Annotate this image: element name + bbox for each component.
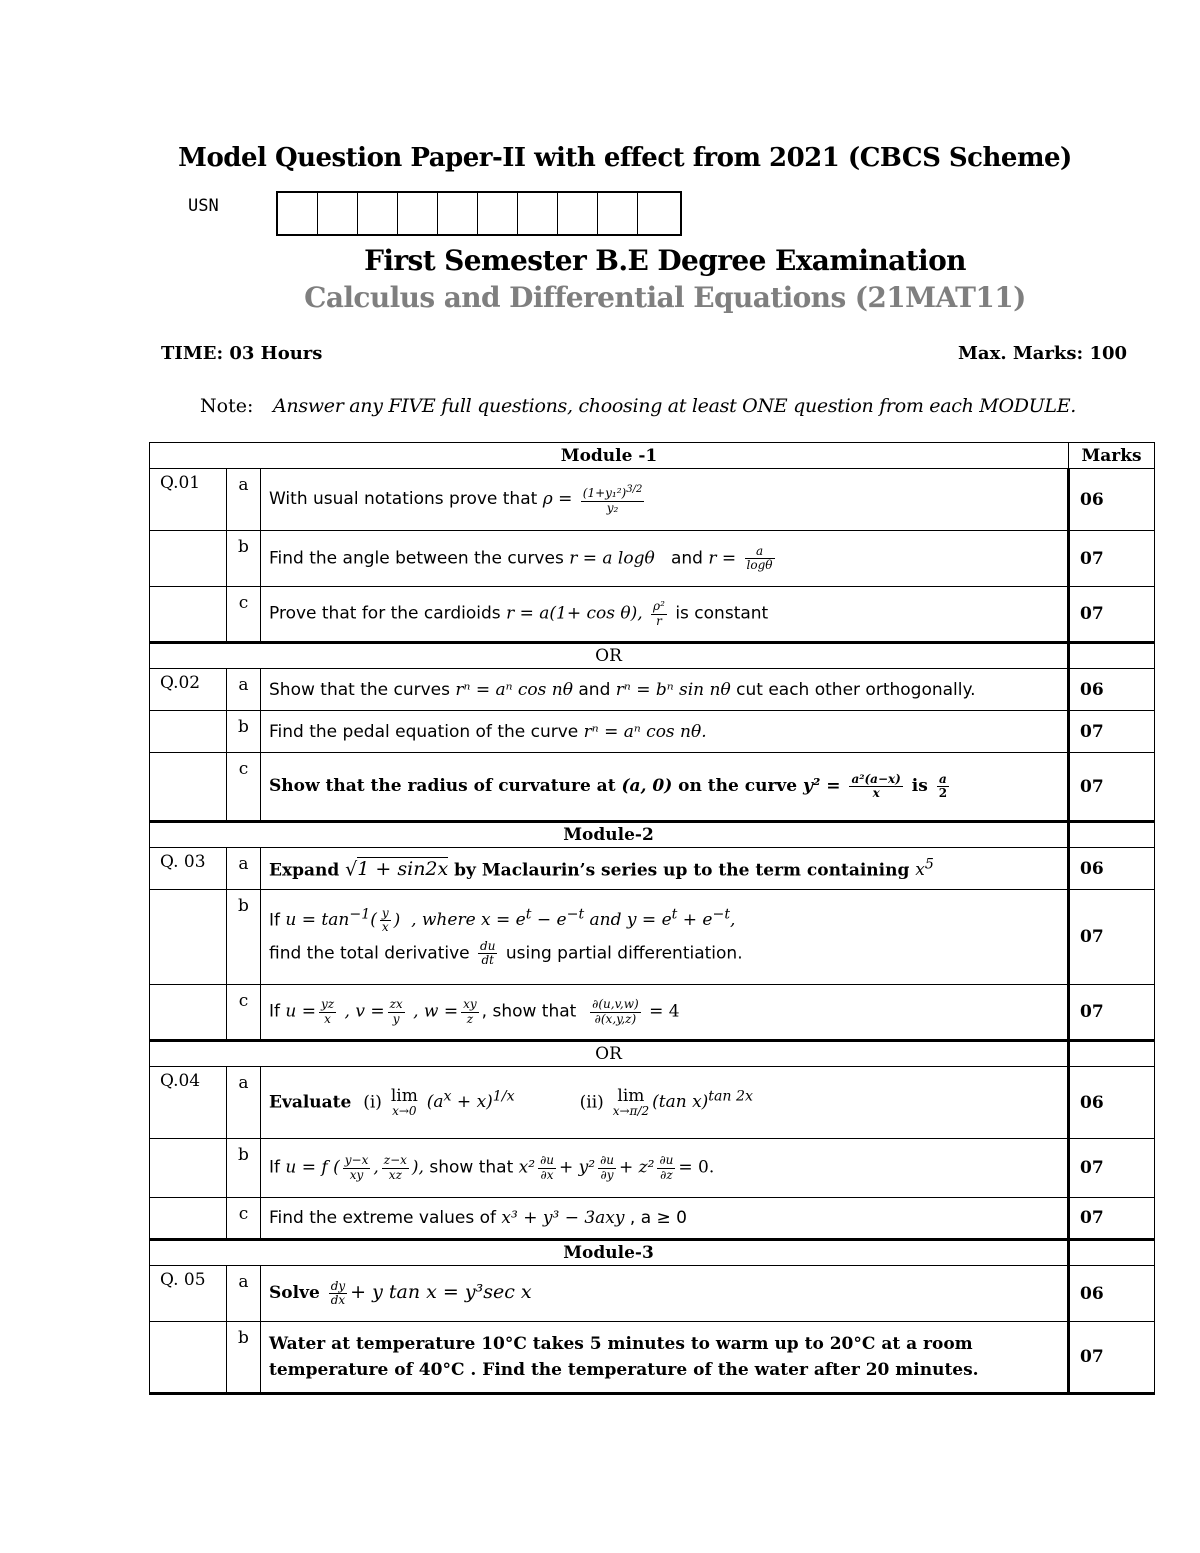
- usn-box[interactable]: [518, 193, 558, 234]
- part-label: c: [227, 753, 261, 822]
- part-label: b: [227, 531, 261, 587]
- question-text: Prove that for the cardioids r = a(1+ cos θ), $\frac{\text{ρ²}}{r}$ is constant: [261, 587, 1069, 643]
- time-duration: TIME: 03 Hours: [161, 343, 323, 364]
- or-divider: OR: [150, 643, 1069, 669]
- usn-box[interactable]: [398, 193, 438, 234]
- question-text: With usual notations prove that ρ = $\frac{(1+y_1^2)^{3/2}}{\text{y₂}}$: [261, 469, 1069, 531]
- module-header: Module-2: [150, 822, 1069, 848]
- question-number-blank: [150, 985, 227, 1041]
- course-title: Calculus and Differential Equations (21MAT11): [304, 281, 1026, 314]
- question-text: Water at temperature 10°C takes 5 minutes to warm up to 20°C at a room temperature of 40°C . Find the temperature of the water after 20 minutes.: [261, 1322, 1069, 1394]
- exam-subtitle: First Semester B.E Degree Examination: [364, 244, 966, 277]
- question-table: [149, 442, 1155, 1395]
- note-label: Note:: [200, 395, 254, 417]
- question-text: If $u = \tan^{-1}$( $\frac{y}{x}$ ) , where $x = e^t - e^{-t}$ and $y = e^t + e^{-t}$, find the total derivative $\frac{du}{dt}$ using partial differentiation.: [261, 890, 1069, 985]
- marks-value: 07: [1069, 711, 1155, 753]
- marks-value: 06: [1069, 848, 1155, 890]
- part-label: c: [227, 1198, 261, 1240]
- part-label: a: [227, 1266, 261, 1322]
- question-text: Find the extreme values of x³ + y³ − 3axy , a ≥ 0: [261, 1198, 1069, 1240]
- question-text: If u = f ( $\frac{y-x}{xy}$ , $\frac{z-x}{xz}$ ), show that x² $\frac{\partial u}{\partial x}$ + y² $\frac{\partial u}{\partial y}$ + z² $\frac{\partial u}{\partial z}$ = 0.: [261, 1139, 1069, 1198]
- part-label: b: [227, 1322, 261, 1394]
- marks-value: 06: [1069, 469, 1155, 531]
- question-number: Q.01: [150, 469, 227, 531]
- max-marks: Max. Marks: 100: [958, 343, 1128, 364]
- marks-value: 07: [1069, 890, 1155, 985]
- question-number: Q.02: [150, 669, 227, 711]
- question-number: Q. 05: [150, 1266, 227, 1322]
- usn-label: USN: [188, 196, 219, 216]
- part-label: b: [227, 711, 261, 753]
- part-label: c: [227, 587, 261, 643]
- part-label: b: [227, 890, 261, 985]
- part-label: a: [227, 469, 261, 531]
- or-divider: OR: [150, 1041, 1069, 1067]
- question-number-blank: [150, 1322, 227, 1394]
- empty-cell: [1069, 822, 1155, 848]
- question-number: Q.04: [150, 1067, 227, 1139]
- part-label: a: [227, 848, 261, 890]
- marks-value: 07: [1069, 1322, 1155, 1394]
- question-number-blank: [150, 587, 227, 643]
- question-number-blank: [150, 890, 227, 985]
- question-text: If u = $\frac{yz}{x}$ , v = $\frac{zx}{y}$ , w = $\frac{xy}{z}$ , show that $\frac{\partial(u,v,w)}{\partial(x,y,z)}$ = 4: [261, 985, 1069, 1041]
- question-text: Show that the radius of curvature at (a, 0) on the curve y² = $\frac{\text{a²(a−x)}}{x}$ is $\frac{a}{2}$: [261, 753, 1069, 822]
- marks-value: 06: [1069, 669, 1155, 711]
- question-text: Find the pedal equation of the curve rⁿ = aⁿ cos nθ.: [261, 711, 1069, 753]
- marks-value: 07: [1069, 1139, 1155, 1198]
- paper-title: Model Question Paper-II with effect from 2021 (CBCS Scheme): [178, 143, 1072, 173]
- usn-box[interactable]: [638, 193, 680, 234]
- question-text: Show that the curves rⁿ = aⁿ cos nθ and rⁿ = bⁿ sin nθ cut each other orthogonally.: [261, 669, 1069, 711]
- usn-box[interactable]: [438, 193, 478, 234]
- marks-value: 07: [1069, 531, 1155, 587]
- question-number-blank: [150, 1198, 227, 1240]
- marks-value: 07: [1069, 985, 1155, 1041]
- marks-value: 06: [1069, 1266, 1155, 1322]
- marks-value: 07: [1069, 753, 1155, 822]
- question-text: Expand √1 + sin2x by Maclaurin’s series up to the term containing $x^5$: [261, 848, 1069, 890]
- usn-boxes: [276, 191, 682, 236]
- usn-box[interactable]: [478, 193, 518, 234]
- question-number-blank: [150, 753, 227, 822]
- usn-box[interactable]: [358, 193, 398, 234]
- marks-value: 07: [1069, 587, 1155, 643]
- question-text: Solve $\frac{dy}{dx}$ + y tan x = y³sec x: [261, 1266, 1069, 1322]
- part-label: a: [227, 669, 261, 711]
- question-number-blank: [150, 711, 227, 753]
- marks-value: 06: [1069, 1067, 1155, 1139]
- marks-header: Marks: [1069, 443, 1155, 469]
- question-number-blank: [150, 1139, 227, 1198]
- module-header: Module-3: [150, 1240, 1069, 1266]
- empty-cell: [1069, 643, 1155, 669]
- usn-box[interactable]: [558, 193, 598, 234]
- usn-box[interactable]: [598, 193, 638, 234]
- empty-cell: [1069, 1041, 1155, 1067]
- part-label: a: [227, 1067, 261, 1139]
- part-label: b: [227, 1139, 261, 1198]
- usn-box[interactable]: [278, 193, 318, 234]
- module-header: Module -1: [150, 443, 1069, 469]
- empty-cell: [1069, 1240, 1155, 1266]
- note-text: Answer any FIVE full questions, choosing at least ONE question from each MODULE.: [273, 395, 1077, 417]
- usn-box[interactable]: [318, 193, 358, 234]
- part-label: c: [227, 985, 261, 1041]
- question-number: Q. 03: [150, 848, 227, 890]
- marks-value: 07: [1069, 1198, 1155, 1240]
- question-number-blank: [150, 531, 227, 587]
- question-text: Evaluate (i) lim x→0 $(a^x + x)^{1/x}$ (ii) lim x→π/2 (tan x)$^{tan 2x}$: [261, 1067, 1069, 1139]
- question-text: Find the angle between the curves r = a logθ and r = $\frac{a}{\log\theta}$: [261, 531, 1069, 587]
